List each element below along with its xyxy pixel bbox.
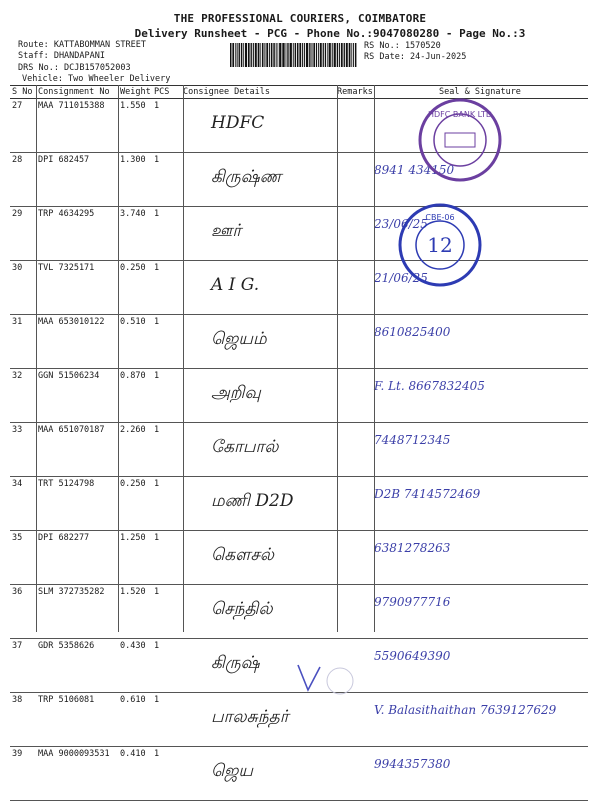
sno-cell: 37	[10, 639, 36, 693]
seal-signature: 9790977716	[372, 585, 588, 639]
consignee-signature: அறிவு	[181, 369, 335, 423]
barcode-bar	[318, 43, 319, 67]
barcode-bar	[260, 43, 261, 67]
weight-cell: 3.740	[118, 207, 152, 261]
col-seal-signature: Seal & Signature	[372, 86, 588, 99]
weight-cell: 1.250	[118, 531, 152, 585]
barcode-bar	[232, 43, 234, 67]
barcode-bar	[313, 43, 315, 67]
barcode-bar	[253, 43, 254, 67]
remarks-cell	[335, 99, 372, 153]
remarks-cell	[335, 369, 372, 423]
barcode-bar	[327, 43, 328, 67]
weight-cell: 0.510	[118, 315, 152, 369]
consignee-signature: கிருஷ்ண	[181, 153, 335, 207]
runsheet-subtitle: Delivery Runsheet - PCG - Phone No.:9047080280 - Page No.:3	[134, 27, 526, 40]
vehicle-label: Vehicle: Two Wheeler Delivery	[22, 74, 171, 84]
consignment-cell: TVL 7325171	[36, 261, 118, 315]
barcode-bar	[273, 43, 274, 67]
barcode-bar	[332, 43, 333, 67]
barcode-bar	[237, 43, 238, 67]
barcode-bar	[287, 43, 288, 67]
barcode-bar	[241, 43, 243, 67]
col-weight: Weight	[120, 87, 151, 97]
pcs-cell: 1	[152, 99, 181, 153]
col-consignee: Consignee Details	[181, 86, 335, 99]
consignment-cell: DPI 682277	[36, 531, 118, 585]
company-title: THE PROFESSIONAL COURIERS, COIMBATORE	[173, 12, 427, 25]
weight-cell: 0.430	[118, 639, 152, 693]
consignment-cell: GGN 51506234	[36, 369, 118, 423]
barcode-bar	[262, 43, 263, 67]
sno-cell: 36	[10, 585, 36, 639]
barcode-bar	[320, 43, 322, 67]
barcode-bar	[337, 43, 338, 67]
seal-signature: 23/06/25	[372, 207, 588, 261]
seal-signature: 21/06/25	[372, 261, 588, 315]
barcode-bar	[282, 43, 284, 67]
barcode-bar	[279, 43, 281, 67]
barcode-bar	[269, 43, 270, 67]
sno-cell: 31	[10, 315, 36, 369]
consignment-cell: MAA 9000093531	[36, 747, 118, 801]
remarks-cell	[335, 747, 372, 801]
barcode-bar	[304, 43, 305, 67]
col-remarks: Remarks	[337, 87, 373, 97]
barcode-bar	[351, 43, 352, 67]
column-rule	[118, 85, 119, 632]
barcode-bar	[245, 43, 247, 67]
rs-date: RS Date: 24-Jun-2025	[364, 52, 467, 62]
seal-signature: 6381278263	[372, 531, 588, 585]
barcode-bar	[276, 43, 277, 67]
pcs-cell: 1	[152, 261, 181, 315]
consignment-cell: MAA 653010122	[36, 315, 118, 369]
consignee-signature: பாலசுந்தர்	[181, 693, 335, 747]
column-rule	[337, 85, 338, 632]
consignee-signature: HDFC	[181, 99, 335, 153]
barcode-bar	[316, 43, 317, 67]
sno-cell: 33	[10, 423, 36, 477]
route-label: Route: KATTABOMMAN STREET	[18, 40, 146, 50]
barcode-bar	[309, 43, 310, 67]
hdfc-seal-text: HDFC BANK LTD	[427, 110, 493, 119]
sno-cell: 28	[10, 153, 36, 207]
consignee-signature: கோபால்	[181, 423, 335, 477]
barcode-bar	[341, 43, 343, 67]
seal-signature: 9944357380	[372, 747, 588, 801]
barcode-bar	[353, 43, 354, 67]
seal-signature: 5590649390	[372, 639, 588, 693]
consignment-cell: TRP 5106081	[36, 693, 118, 747]
barcode-bar	[349, 43, 351, 67]
table-row	[10, 693, 588, 747]
weight-cell: 0.610	[118, 693, 152, 747]
sno-cell: 27	[10, 99, 36, 153]
sno-cell: 30	[10, 261, 36, 315]
consignment-cell: DPI 682457	[36, 153, 118, 207]
pcs-cell: 1	[152, 153, 181, 207]
barcode-bar	[299, 43, 301, 67]
barcode-bar	[255, 43, 257, 67]
barcode-bar	[258, 43, 260, 67]
barcode-bar	[344, 43, 345, 67]
barcode-bar	[264, 43, 265, 67]
weight-cell: 0.250	[118, 477, 152, 531]
barcode-bar	[278, 43, 279, 67]
remarks-cell	[335, 207, 372, 261]
barcode-bar	[243, 43, 244, 67]
barcode-bar	[230, 43, 231, 67]
remarks-cell	[335, 261, 372, 315]
signature-scribble	[290, 655, 360, 700]
col-consignment: Consignment No	[36, 86, 118, 99]
col-pcs: PCS	[152, 86, 181, 99]
barcode-bar	[290, 43, 292, 67]
pcs-cell: 1	[152, 477, 181, 531]
pcs-cell: 1	[152, 207, 181, 261]
consignment-cell: TRP 4634295	[36, 207, 118, 261]
weight-cell: 1.300	[118, 153, 152, 207]
sno-cell: 39	[10, 747, 36, 801]
remarks-cell	[335, 315, 372, 369]
table-row	[10, 585, 588, 639]
barcode-bar	[355, 43, 356, 67]
consignment-cell: TRT 5124798	[36, 477, 118, 531]
barcode-bar	[235, 43, 236, 67]
barcode-bar	[248, 43, 250, 67]
barcode-bar	[293, 43, 294, 67]
consignment-cell: MAA 711015388	[36, 99, 118, 153]
barcode-bar	[306, 43, 308, 67]
seal-signature: V. Balasithaithan 7639127629	[372, 693, 588, 747]
barcode-bar	[271, 43, 273, 67]
remarks-cell	[335, 153, 372, 207]
seal-signature: F. Lt. 8667832405	[372, 369, 588, 423]
weight-cell: 1.550	[118, 99, 152, 153]
remarks-cell	[335, 531, 372, 585]
barcode-bar	[239, 43, 240, 67]
barcode	[230, 43, 358, 67]
consignee-signature: A I G.	[181, 261, 335, 315]
barcode-bar	[251, 43, 252, 67]
sno-cell: 35	[10, 531, 36, 585]
table-row	[10, 531, 588, 585]
svg-text:12: 12	[427, 233, 453, 257]
pcs-cell: 1	[152, 531, 181, 585]
table-row	[10, 315, 588, 369]
pcs-cell: 1	[152, 315, 181, 369]
pcs-cell: 1	[152, 423, 181, 477]
barcode-bar	[339, 43, 340, 67]
remarks-cell	[335, 585, 372, 639]
column-rule	[36, 85, 37, 632]
consignee-signature: கிருஷ்	[181, 639, 335, 693]
consignee-signature: ஜெயம்	[181, 315, 335, 369]
consignee-signature: ஜெய	[181, 747, 335, 801]
table-row	[10, 261, 588, 315]
pcs-cell: 1	[152, 369, 181, 423]
barcode-bar	[286, 43, 287, 67]
weight-cell: 1.520	[118, 585, 152, 639]
seal-signature: D2B 7414572469	[372, 477, 588, 531]
consignment-cell: GDR 5358626	[36, 639, 118, 693]
rs-number: RS No.: 1570520	[364, 41, 441, 51]
barcode-bar	[297, 43, 299, 67]
barcode-bar	[323, 43, 324, 67]
barcode-bar	[295, 43, 296, 67]
cbe-office-seal	[395, 200, 485, 290]
consignment-cell: SLM 372735282	[36, 585, 118, 639]
consignee-signature: ஊர்	[181, 207, 335, 261]
sno-cell: 29	[10, 207, 36, 261]
staff-label: Staff: DHANDAPANI	[18, 51, 105, 61]
weight-cell: 2.260	[118, 423, 152, 477]
table-row	[10, 477, 588, 531]
weight-cell: 0.410	[118, 747, 152, 801]
seal-signature: 8941 434150	[372, 153, 588, 207]
barcode-bar	[311, 43, 312, 67]
consignee-signature: செந்தில்	[181, 585, 335, 639]
sno-cell: 38	[10, 693, 36, 747]
barcode-bar	[266, 43, 268, 67]
barcode-bar	[302, 43, 303, 67]
remarks-cell	[335, 693, 372, 747]
col-sno: S No	[10, 86, 36, 99]
column-rule	[183, 85, 184, 632]
remarks-cell	[335, 423, 372, 477]
table-row	[10, 369, 588, 423]
pcs-cell: 1	[152, 693, 181, 747]
barcode-bar	[329, 43, 331, 67]
seal-signature: 7448712345	[372, 423, 588, 477]
hdfc-bank-seal	[415, 95, 505, 185]
table-row	[10, 747, 588, 801]
seal-signature: 8610825400	[372, 315, 588, 369]
barcode-bar	[346, 43, 348, 67]
consignee-signature: கௌசல்	[181, 531, 335, 585]
weight-cell: 0.870	[118, 369, 152, 423]
table-row	[10, 207, 588, 261]
pcs-cell: 1	[152, 639, 181, 693]
sno-cell: 32	[10, 369, 36, 423]
weight-cell: 0.250	[118, 261, 152, 315]
drs-label: DRS No.: DCJB157052003	[18, 63, 131, 73]
consignee-signature: மணி D2D	[181, 477, 335, 531]
pcs-cell: 1	[152, 585, 181, 639]
pcs-cell: 1	[152, 747, 181, 801]
barcode-bar	[334, 43, 336, 67]
cbe-seal-text: CBE-06	[425, 213, 455, 222]
column-rule	[374, 85, 375, 632]
remarks-cell	[335, 477, 372, 531]
consignment-cell: MAA 651070187	[36, 423, 118, 477]
sno-cell: 34	[10, 477, 36, 531]
barcode-bar	[325, 43, 326, 67]
table-row	[10, 423, 588, 477]
